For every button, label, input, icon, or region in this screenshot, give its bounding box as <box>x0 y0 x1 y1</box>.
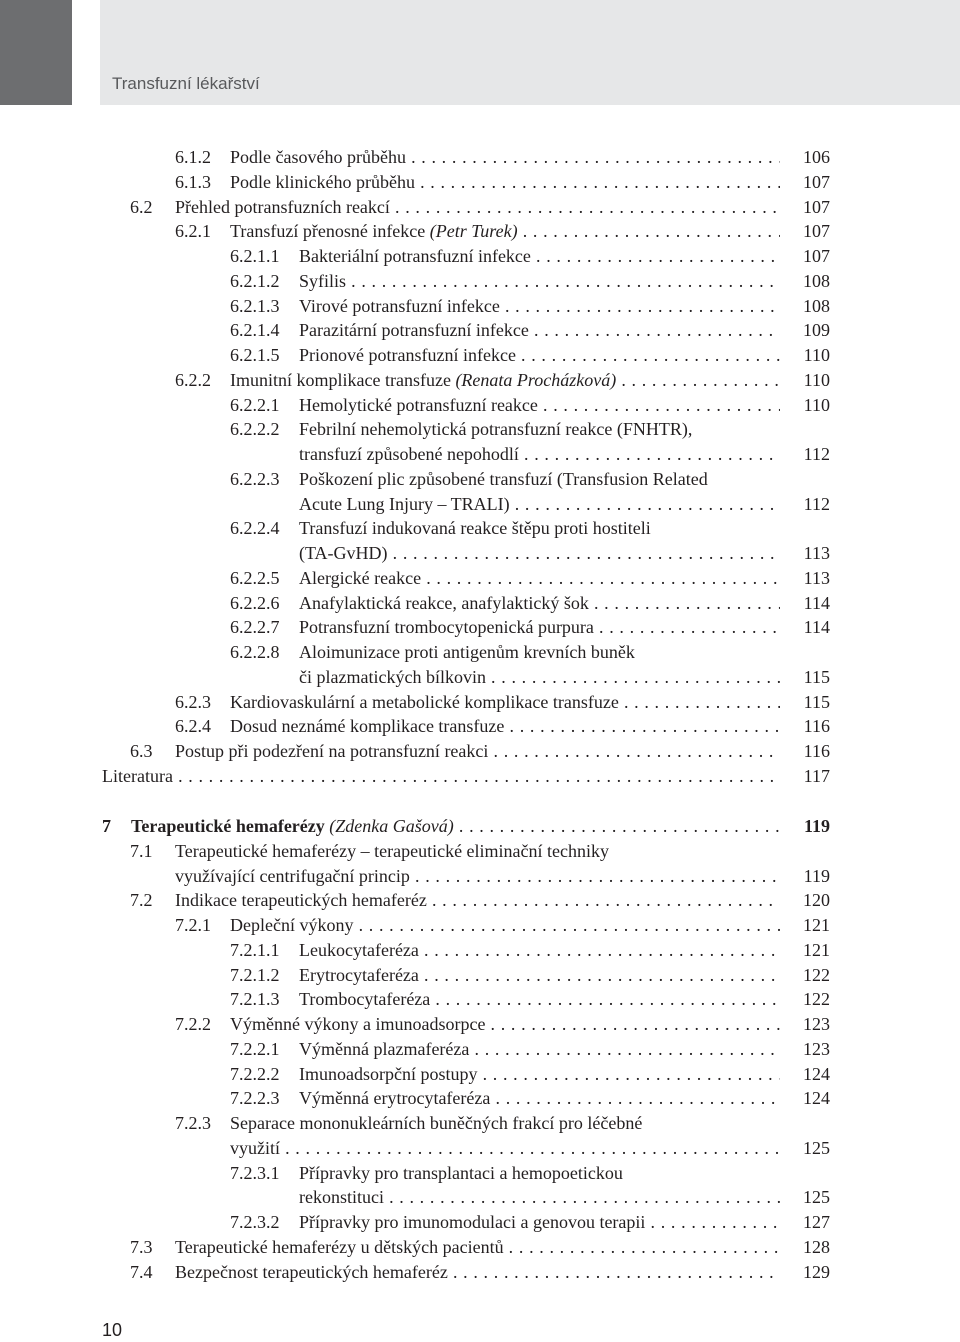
toc-entry[interactable] <box>0 1111 960 1135</box>
toc-entry-title-text: Acute Lung Injury – TRALI) <box>299 493 510 514</box>
toc-entry-page: 124 <box>803 1063 830 1084</box>
toc-entry[interactable] <box>0 665 960 689</box>
toc-entry-title <box>299 294 780 318</box>
toc-entry-title <box>175 1260 780 1284</box>
toc-entry-title <box>230 714 780 738</box>
toc-entry-title-text: Transfuzí přenosné infekce <box>230 221 430 242</box>
toc-entry-title <box>299 269 780 293</box>
toc-entry-title-text: Alergické reakce <box>299 567 422 588</box>
toc-entry-page: 122 <box>803 964 830 985</box>
toc-entry-title-text: Imunitní komplikace transfuze <box>230 369 456 390</box>
toc-entry-title-text: Podle klinického průběhu <box>230 171 415 192</box>
toc-entry-page: 127 <box>803 1212 830 1232</box>
toc-entry[interactable] <box>0 1210 960 1234</box>
toc-entry[interactable] <box>0 839 960 863</box>
toc-entry-title-text: Výměnné výkony a imunoadsorpce <box>230 1014 486 1034</box>
toc-entry-title <box>299 1210 780 1234</box>
toc-entry-page: 121 <box>803 915 830 935</box>
toc-entry-title-text: transfuzí způsobené nepohodlí <box>299 444 519 464</box>
toc-entry-page: 121 <box>803 939 830 960</box>
toc-entry-page: 109 <box>803 320 830 341</box>
toc-entry-author: (Renata Procházková) <box>455 369 617 390</box>
toc-entry[interactable] <box>0 591 960 615</box>
toc-entry-title-text: využívající centrifugační princip <box>175 865 410 886</box>
toc-entry-number: 6.2.1.2 <box>230 270 280 291</box>
toc-entry[interactable] <box>0 393 960 417</box>
toc-entry[interactable] <box>0 1062 960 1086</box>
toc-entry-number: 6.2.2.6 <box>230 592 280 613</box>
toc-entry-title-text: Imunoadsorpční postupy <box>299 1063 478 1084</box>
toc-entry-page: 115 <box>803 691 830 712</box>
toc-entry-number: 7.2.3.2 <box>230 1212 280 1232</box>
toc-entry[interactable] <box>0 814 960 838</box>
page-number: 10 <box>102 1320 123 1340</box>
toc-entry-page: 128 <box>803 1236 830 1257</box>
toc-entry-page: 123 <box>803 1014 830 1034</box>
toc-entry-title-text: Virové potransfuzní infekce <box>299 295 500 316</box>
toc-entry-title-text: či plazmatických bílkovin <box>299 666 486 687</box>
toc-entry-number: 6.2.4 <box>175 716 211 737</box>
toc-entry[interactable] <box>0 888 960 912</box>
toc-entry-number: 6.2.1.1 <box>230 246 280 266</box>
toc-entry-number: 6.2.2.5 <box>230 567 280 588</box>
toc-entry[interactable] <box>0 566 960 590</box>
toc-entry-title <box>299 541 780 565</box>
toc-entry-title <box>299 318 780 342</box>
toc-entry-page: 110 <box>803 369 830 390</box>
toc-entry[interactable] <box>0 170 960 194</box>
toc-entry-title <box>230 219 780 243</box>
toc-entry-page: 106 <box>803 147 830 167</box>
toc-entry-title <box>299 615 780 639</box>
toc-entry-title-text: Potransfuzní trombocytopenická purpura <box>299 617 594 638</box>
toc-entry-page: 119 <box>803 865 830 886</box>
toc-entry[interactable] <box>0 1161 960 1185</box>
toc-entry-title-text: Indikace terapeutických hemaferéz <box>175 890 427 911</box>
toc-entry-title-text: Separace mononukleárních buněčných frakcí pro léčebné <box>230 1113 643 1133</box>
toc-entry-page: 115 <box>803 666 830 687</box>
toc-entry-title-text: Výměnná plazmaferéza <box>299 1038 470 1059</box>
toc-entry[interactable] <box>0 1185 960 1209</box>
toc-entry[interactable] <box>0 1260 960 1284</box>
toc-entry-title-text: Bakteriální potransfuzní infekce <box>299 246 531 266</box>
toc-entry[interactable] <box>0 467 960 491</box>
toc-entry-title-text: Trombocytaferéza <box>299 989 431 1010</box>
toc-entry-title-text: Depleční výkony <box>230 915 354 935</box>
toc-entry-page: 112 <box>803 444 830 464</box>
toc-entry-number: 6.2.2.8 <box>230 642 280 662</box>
toc-entry[interactable] <box>0 195 960 219</box>
toc-entry-title-text: rekonstituci <box>299 1187 384 1208</box>
toc-entry-title <box>299 665 780 689</box>
toc-entry-title-text: Přípravky pro transplantaci a hemopoetickou <box>299 1162 623 1183</box>
toc-entry-page: 129 <box>803 1261 830 1282</box>
toc-entry-number: 6.2.3 <box>175 691 211 712</box>
toc-entry-number: 6.2.1.4 <box>230 320 280 341</box>
toc-entry-author: (Zdenka Gašová) <box>329 816 454 836</box>
toc-entry-title <box>230 170 780 194</box>
toc-entry[interactable] <box>0 442 960 466</box>
toc-entry-title-text: Přípravky pro imunomodulaci a genovou terapii <box>299 1212 646 1232</box>
toc-entry-page: 117 <box>803 765 830 786</box>
toc-entry-page: 107 <box>803 221 830 242</box>
toc-entry-title <box>299 963 780 987</box>
toc-entry-title <box>230 1111 642 1135</box>
toc-entry[interactable] <box>0 417 960 441</box>
toc-entry-title-text: Febrilní nehemolytická potransfuzní reakce (FNHTR), <box>299 419 693 440</box>
toc-entry[interactable] <box>0 343 960 367</box>
toc-entry-title <box>175 195 780 219</box>
toc-entry[interactable] <box>0 541 960 565</box>
toc-entry-title-text: Prionové potransfuzní infekce <box>299 345 516 365</box>
toc-entry-number: 7.1 <box>130 840 153 861</box>
toc-entry-title <box>102 764 780 788</box>
toc-entry-number: 6.2.2 <box>175 369 211 390</box>
toc-entry[interactable] <box>0 1037 960 1061</box>
toc-entry-page: 113 <box>803 567 830 588</box>
toc-entry-title <box>175 839 609 863</box>
toc-entry-title <box>230 368 780 392</box>
toc-entry-number: 7.2 <box>130 890 153 911</box>
toc-entry-number: 7.2.1.3 <box>230 989 280 1010</box>
toc-entry[interactable] <box>0 739 960 763</box>
toc-entry-title <box>299 1037 780 1061</box>
toc-entry-number: 6.3 <box>130 741 153 761</box>
toc-entry-title <box>299 343 780 367</box>
toc-entry-page: 110 <box>803 394 830 415</box>
toc-entry-title <box>230 1012 780 1036</box>
toc-entry-number: 6.1.3 <box>175 171 211 192</box>
toc-entry-title <box>175 1235 780 1259</box>
toc-entry[interactable] <box>0 938 960 962</box>
toc-entry-page: 112 <box>803 493 830 514</box>
toc-entry-title <box>299 987 780 1011</box>
toc-entry-title-text: Postup při podezření na potransfuzní reakci <box>175 741 489 761</box>
toc-entry-number: 6.1.2 <box>175 147 211 167</box>
toc-entry-title <box>299 244 780 268</box>
toc-entry-title-text: Literatura <box>102 765 173 786</box>
toc-entry-page: 107 <box>803 196 830 217</box>
toc-entry-page: 108 <box>803 295 830 316</box>
toc-entry-title <box>299 591 780 615</box>
toc-entry[interactable] <box>0 864 960 888</box>
toc-entry-title-text: Terapeutické hemaferézy <box>131 816 330 836</box>
toc-entry-number: 7.2.3.1 <box>230 1162 280 1183</box>
toc-entry-title-text: Přehled potransfuzních reakcí <box>175 196 390 217</box>
toc-entry-title-text: Leukocytaferéza <box>299 939 419 960</box>
toc-entry-title-text: Podle časového průběhu <box>230 147 406 167</box>
toc-entry[interactable] <box>0 640 960 664</box>
toc-entry-page: 107 <box>803 246 830 266</box>
toc-entry-number: 7.2.1.1 <box>230 939 280 960</box>
toc-entry-title-text: využití <box>230 1137 280 1158</box>
toc-entry-number: 6.2.2.1 <box>230 394 280 415</box>
toc-entry-number: 6.2.2.2 <box>230 419 280 440</box>
toc-entry-title-text: (TA-GvHD) <box>299 543 388 563</box>
toc-entry-page: 108 <box>803 270 830 291</box>
toc-entry-page: 120 <box>803 890 830 911</box>
toc-entry-number: 6.2.2.3 <box>230 468 280 489</box>
toc-entry-title-text: Erytrocytaferéza <box>299 964 419 985</box>
toc-entry-number: 7.4 <box>130 1261 153 1282</box>
toc-entry-title <box>299 566 780 590</box>
toc-entry-title <box>299 938 780 962</box>
toc-entry-title-text: Parazitární potransfuzní infekce <box>299 320 529 341</box>
toc-entry[interactable] <box>0 764 960 788</box>
toc-entry-title <box>230 145 780 169</box>
toc-entry-number: 7.2.2.1 <box>230 1038 280 1059</box>
toc-entry-number: 7.2.3 <box>175 1113 211 1133</box>
toc-entry[interactable] <box>0 219 960 243</box>
toc-entry[interactable] <box>0 690 960 714</box>
toc-entry-title <box>299 442 780 466</box>
toc-entry-number: 7.2.2 <box>175 1014 211 1034</box>
toc-entry[interactable] <box>0 1235 960 1259</box>
toc-entry[interactable] <box>0 987 960 1011</box>
toc-entry-page: 114 <box>803 617 830 638</box>
toc-entry[interactable] <box>0 145 960 169</box>
toc-entry-page: 125 <box>803 1187 830 1208</box>
toc-entry-number: 7.2.2.3 <box>230 1088 280 1109</box>
toc-entry-title <box>230 690 780 714</box>
toc-entry[interactable] <box>0 318 960 342</box>
toc-entry-number: 7.2.1 <box>175 915 211 935</box>
toc-entry-title <box>299 1161 623 1185</box>
toc-entry-title <box>175 888 780 912</box>
toc-entry-page: 116 <box>803 741 830 761</box>
toc-entry[interactable] <box>0 492 960 516</box>
toc-entry-page: 125 <box>803 1137 830 1158</box>
toc-entry[interactable] <box>0 1136 960 1160</box>
toc-entry-title <box>299 1086 780 1110</box>
toc-entry-title <box>299 1062 780 1086</box>
toc-entry-number: 7.2.2.2 <box>230 1063 280 1084</box>
toc-entry-page: 119 <box>803 816 830 836</box>
toc-entry-title-text: Výměnná erytrocytaferéza <box>299 1088 491 1109</box>
toc-entry-number: 6.2.1.3 <box>230 295 280 316</box>
toc-entry-number: 6.2.1 <box>175 221 211 242</box>
toc-entry-number: 6.2 <box>130 196 153 217</box>
toc-entry-title-text: Poškození plic způsobené transfuzí (Transfusion Related <box>299 468 708 489</box>
toc-entry[interactable] <box>0 1086 960 1110</box>
toc-entry[interactable] <box>0 269 960 293</box>
running-title: Transfuzní lékařství <box>112 74 260 93</box>
toc-entry-page: 116 <box>803 716 830 737</box>
toc-entry-title <box>299 640 635 664</box>
toc-entry-title <box>299 467 708 491</box>
toc-entry-title-text: Hemolytické potransfuzní reakce <box>299 394 538 415</box>
toc-entry-title <box>299 516 651 540</box>
toc-entry-title <box>230 913 780 937</box>
toc-entry-title <box>175 864 780 888</box>
toc-entry-title-text: Bezpečnost terapeutických hemaferéz <box>175 1261 448 1282</box>
toc-entry-page: 113 <box>803 543 830 563</box>
toc-entry-page: 107 <box>803 171 830 192</box>
toc-entry-title-text: Kardiovaskulární a metabolické komplikace transfuze <box>230 691 619 712</box>
toc-entry-title <box>299 393 780 417</box>
toc-entry[interactable] <box>0 368 960 392</box>
toc-entry[interactable] <box>0 963 960 987</box>
toc-entry-title <box>299 417 692 441</box>
toc-entry-title <box>230 1136 780 1160</box>
toc-entry-number: 7.2.1.2 <box>230 964 280 985</box>
toc-entry-number: 7 <box>102 816 111 836</box>
toc-entry-title <box>299 1185 780 1209</box>
toc-entry-title-text: Syfilis <box>299 270 347 291</box>
toc-entry[interactable] <box>0 516 960 540</box>
toc-entry-page: 123 <box>803 1038 830 1059</box>
toc-entry-page: 114 <box>803 592 830 613</box>
toc-entry-author: (Petr Turek) <box>429 221 518 242</box>
toc-entry-page: 124 <box>803 1088 830 1109</box>
toc-entry[interactable] <box>0 244 960 268</box>
toc-entry-number: 6.2.2.4 <box>230 518 280 539</box>
toc-entry-title-text: Anafylaktická reakce, anafylaktický šok <box>299 592 589 613</box>
toc-entry-title <box>175 739 780 763</box>
toc-entry-title <box>299 492 780 516</box>
toc-entry-title-text: Transfuzí indukovaná reakce štěpu proti hostiteli <box>299 518 651 539</box>
toc-entry-title <box>131 814 780 838</box>
toc-entry-title-text: Terapeutické hemaferézy – terapeutické eliminační techniky <box>175 840 610 861</box>
toc-entry-number: 6.2.2.7 <box>230 617 280 638</box>
toc-entry-page: 122 <box>803 989 830 1010</box>
toc-entry-title-text: Dosud neznámé komplikace transfuze <box>230 716 505 737</box>
toc-entry-title-text: Aloimunizace proti antigenům krevních buněk <box>299 642 635 662</box>
toc-entry-title-text: Terapeutické hemaferézy u dětských pacientů <box>175 1236 504 1257</box>
toc-entry[interactable] <box>0 615 960 639</box>
toc-entry-page: 110 <box>803 345 830 365</box>
toc-entry[interactable] <box>0 1012 960 1036</box>
toc-entry-number: 7.3 <box>130 1236 153 1257</box>
toc-entry[interactable] <box>0 294 960 318</box>
toc-entry-number: 6.2.1.5 <box>230 345 280 365</box>
toc-entry[interactable] <box>0 714 960 738</box>
toc-entry[interactable] <box>0 913 960 937</box>
